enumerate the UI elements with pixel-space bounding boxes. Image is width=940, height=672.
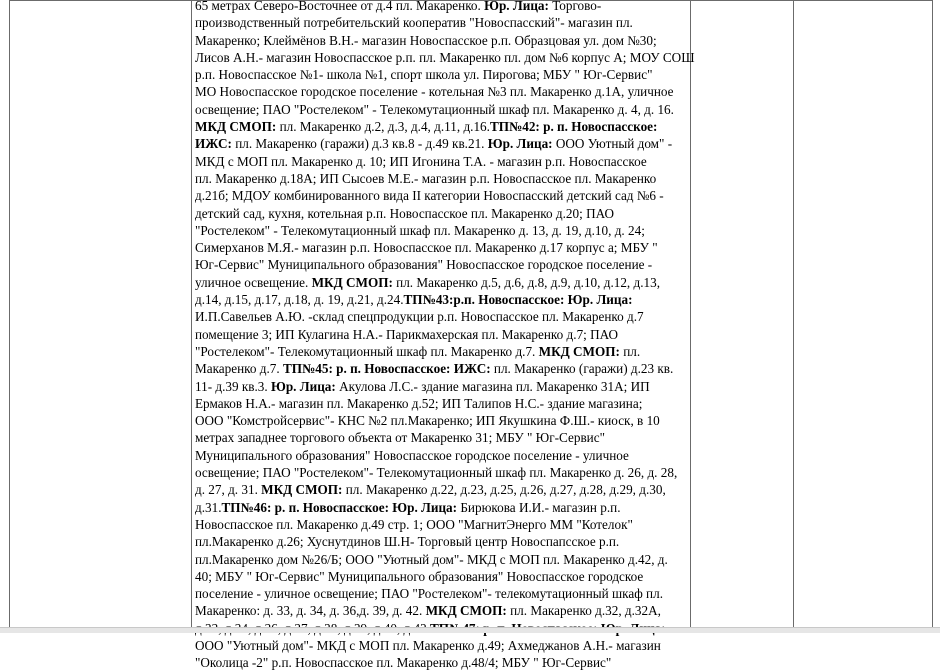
text-segment: МО Новоспасское городское поселение - котельная №3 пл. Макаренко д.1А, уличное — [195, 84, 674, 100]
text-line — [195, 14, 691, 31]
text-line — [195, 205, 691, 222]
text-segment: Новоспасское пл. Макаренко д.49 стр. 1; ООО "МагнитЭнерго ММ "Котелок" — [195, 516, 633, 532]
text-segment: Бирюкова И.И.- магазин р.п. — [457, 499, 621, 515]
text-line — [195, 464, 691, 481]
text-segment: пл. Макаренко д.32, д.32А, — [506, 603, 661, 619]
bold-text-segment: МКД СМОП: — [261, 482, 343, 498]
bold-text-segment: ТП№46: р. п. Новоспасское: Юр. Лица: — [221, 499, 458, 515]
text-segment: 40; МБУ " Юг-Сервис" Муниципального образования" Новоспасское городское — [195, 568, 644, 584]
text-line — [195, 516, 691, 533]
text-segment: пл. Макаренко д.5, д.6, д.8, д.9, д.10, д.12, д.13, — [392, 274, 661, 290]
text-line — [195, 291, 691, 308]
text-segment: пл. Макаренко (гаражи) д.23 кв. — [490, 361, 674, 377]
text-line — [195, 49, 695, 66]
text-line — [195, 343, 691, 360]
text-segment: ООО "Уютный дом"- МКД с МОП пл. Макаренко д.49; Ахмеджанов А.Н.- магазин — [195, 637, 661, 653]
text-segment: 65 метрах Северо-Восточнее от д.4 пл. Макаренко. — [195, 0, 485, 13]
text-line — [195, 274, 691, 291]
bold-text-segment: Юр. Лица: — [484, 0, 549, 13]
text-line — [195, 187, 691, 204]
text-segment: д. 27, д. 31. — [195, 482, 262, 498]
text-segment: помещение 3; ИП Кулагина Н.А.- Парикмахерская пл. Макаренко д.7; ПАО — [195, 326, 619, 342]
text-line — [195, 360, 691, 377]
text-segment: Ермаков Н.А.- магазин пл. Макаренко д.52; ИП Талипов Н.С.- здание магазина; — [195, 395, 643, 411]
text-line — [195, 568, 691, 585]
text-line — [195, 447, 691, 464]
table-cell-consumers-text — [195, 0, 695, 672]
text-line — [195, 222, 691, 239]
text-line — [195, 602, 691, 619]
text-segment: Макаренко; Клеймёнов В.Н.- магазин Новоспасское р.п. Образцовая ул. дом №30; — [195, 32, 657, 48]
text-line — [195, 326, 691, 343]
text-line — [195, 256, 691, 273]
text-segment: освещение; ПАО "Ростелеком" - Телекомутационный шкаф пл. Макаренко д. 4, д. 16. — [195, 101, 674, 117]
text-segment: детский сад, кухня, котельная р.п. Новоспасское пл. Макаренко д.20; ПАО — [195, 205, 614, 221]
text-line — [195, 239, 691, 256]
text-line — [195, 412, 691, 429]
text-line — [195, 533, 691, 550]
text-segment: 11- д.39 кв.3. — [195, 378, 271, 394]
text-segment: пл. — [619, 343, 641, 359]
text-segment: Макаренко д.7. — [195, 361, 283, 377]
text-segment: поселение - уличное освещение; ПАО "Ростелеком"- телекомутационный шкаф пл. — [195, 586, 663, 602]
text-segment: пл. Макаренко (гаражи) д.3 кв.8 - д.49 кв.21. — [231, 136, 488, 152]
table-column-divider — [932, 0, 933, 632]
text-line — [195, 135, 691, 152]
text-segment: Симерханов М.Я.- магазин р.п. Новоспасское пл. Макаренко д.17 корпус а; МБУ " — [195, 240, 658, 256]
text-segment: д.14, д.15, д.17, д.18, д. 19, д.21, д.24. — [195, 292, 404, 308]
text-line — [195, 585, 691, 602]
text-line — [195, 551, 691, 568]
text-segment: пл.Макаренко дом №26/Б; ООО "Уютный дом"- МКД с МОП пл. Макаренко д.42, д. — [195, 551, 668, 567]
table-column-divider — [793, 0, 794, 632]
text-line — [195, 101, 691, 118]
text-segment: пл.Макаренко д.26; Хуснутдинов Ш.Н- Торговый центр Новоспапсское р.п. — [195, 534, 620, 550]
text-segment: д.31. — [195, 499, 222, 515]
text-line — [195, 0, 691, 14]
text-line — [195, 481, 691, 498]
text-segment: пл. Макаренко д.2, д.3, д.4, д.11, д.16. — [276, 119, 490, 135]
text-segment: Лисов А.Н.- магазин Новоспасское р.п. пл. Макаренко пл. дом №6 корпус А; МОУ СОШ — [195, 49, 695, 65]
text-segment: Макаренко: д. 33, д. 34, д. 36,д. 39, д. 42. — [195, 603, 426, 619]
bold-text-segment: ТП№43:р.п. Новоспасское: Юр. Лица: — [403, 292, 633, 308]
text-segment: производственный потребительский кооператив "Новоспасский"- магазин пл. — [195, 15, 633, 31]
text-segment: ООО Уютный дом" - — [552, 136, 673, 152]
text-line — [195, 308, 691, 325]
text-line — [195, 153, 691, 170]
bold-text-segment: ТП№45: р. п. Новоспасское: ИЖС: — [282, 361, 491, 377]
text-segment: ООО "Комстройсервис"- КНС №2 пл.Макаренко; ИП Якушкина Ф.Ш.- киоск, в 10 — [195, 413, 660, 429]
table-column-divider — [9, 0, 10, 632]
text-segment: пл. Макаренко д.22, д.23, д.25, д.26, д.27, д.28, д.29, д.30, — [342, 482, 666, 498]
text-segment: уличное освещение. — [195, 274, 312, 290]
bold-text-segment: Юр. Лица: — [487, 136, 553, 152]
text-line — [195, 118, 691, 135]
text-line — [195, 170, 691, 187]
text-segment: д.21б; МДОУ комбинированного вида II категории Новоспасский детский сад №6 - — [195, 188, 664, 204]
bold-text-segment: ТП№42: р. п. Новоспасское: — [489, 119, 658, 135]
bold-text-segment: ИЖС: — [195, 136, 232, 152]
text-segment: метрах западнее торгового объекта от Макаренко 31; МБУ " Юг-Сервис" — [195, 430, 605, 446]
text-segment: "Ростелеком" - Телекомутационный шкаф пл. Макаренко д. 13, д. 19, д.10, д. 24; — [195, 222, 645, 238]
horizontal-scrollbar-track[interactable] — [0, 627, 940, 633]
text-segment: Муниципального образования" Новоспасское городское поселение - уличное — [195, 447, 629, 463]
table-column-divider — [191, 0, 192, 632]
text-line — [195, 378, 691, 395]
text-line — [195, 66, 691, 83]
text-segment: Торгово- — [548, 0, 602, 13]
text-line — [195, 395, 691, 412]
bold-text-segment: МКД СМОП: — [425, 603, 507, 619]
text-line — [195, 32, 691, 49]
text-segment: МКД с МОП пл. Макаренко д. 10; ИП Игонина Т.А. - магазин р.п. Новоспасское — [195, 153, 647, 169]
text-line — [195, 83, 691, 100]
bold-text-segment: Юр. Лица: — [271, 378, 336, 394]
text-segment: Акулова Л.С.- здание магазина пл. Макаренко 31А; ИП — [335, 378, 650, 394]
text-segment: "Ростелеком"- Телекомутационный шкаф пл. Макаренко д.7. — [195, 343, 539, 359]
bold-text-segment: МКД СМОП: — [195, 119, 277, 135]
text-line — [195, 654, 691, 671]
text-segment: освещение; ПАО "Ростелеком"- Телекомутационный шкаф пл. Макаренко д. 26, д. 28, — [195, 465, 678, 481]
text-line — [195, 429, 691, 446]
text-line — [195, 637, 691, 654]
text-line — [195, 499, 691, 516]
text-segment: Юг-Сервис" Муниципального образования" Новоспасское городское поселение - — [195, 257, 653, 273]
text-segment: "Околица -2" р.п. Новоспасское пл. Макаренко д.48/4; МБУ " Юг-Сервис" — [195, 655, 612, 671]
text-segment: И.П.Савельев А.Ю. -склад спецпродукции р.п. Новоспасское пл. Макаренко д.7 — [195, 309, 644, 325]
text-segment: пл. Макаренко д.18А; ИП Сысоев М.Е.- магазин р.п. Новоспасское пл. Макаренко — [195, 170, 657, 186]
text-segment: р.п. Новоспасское №1- школа №1, спорт школа ул. Пирогова; МБУ " Юг-Сервис" — [195, 67, 653, 83]
bold-text-segment: МКД СМОП: — [538, 343, 620, 359]
bold-text-segment: МКД СМОП: — [311, 274, 393, 290]
